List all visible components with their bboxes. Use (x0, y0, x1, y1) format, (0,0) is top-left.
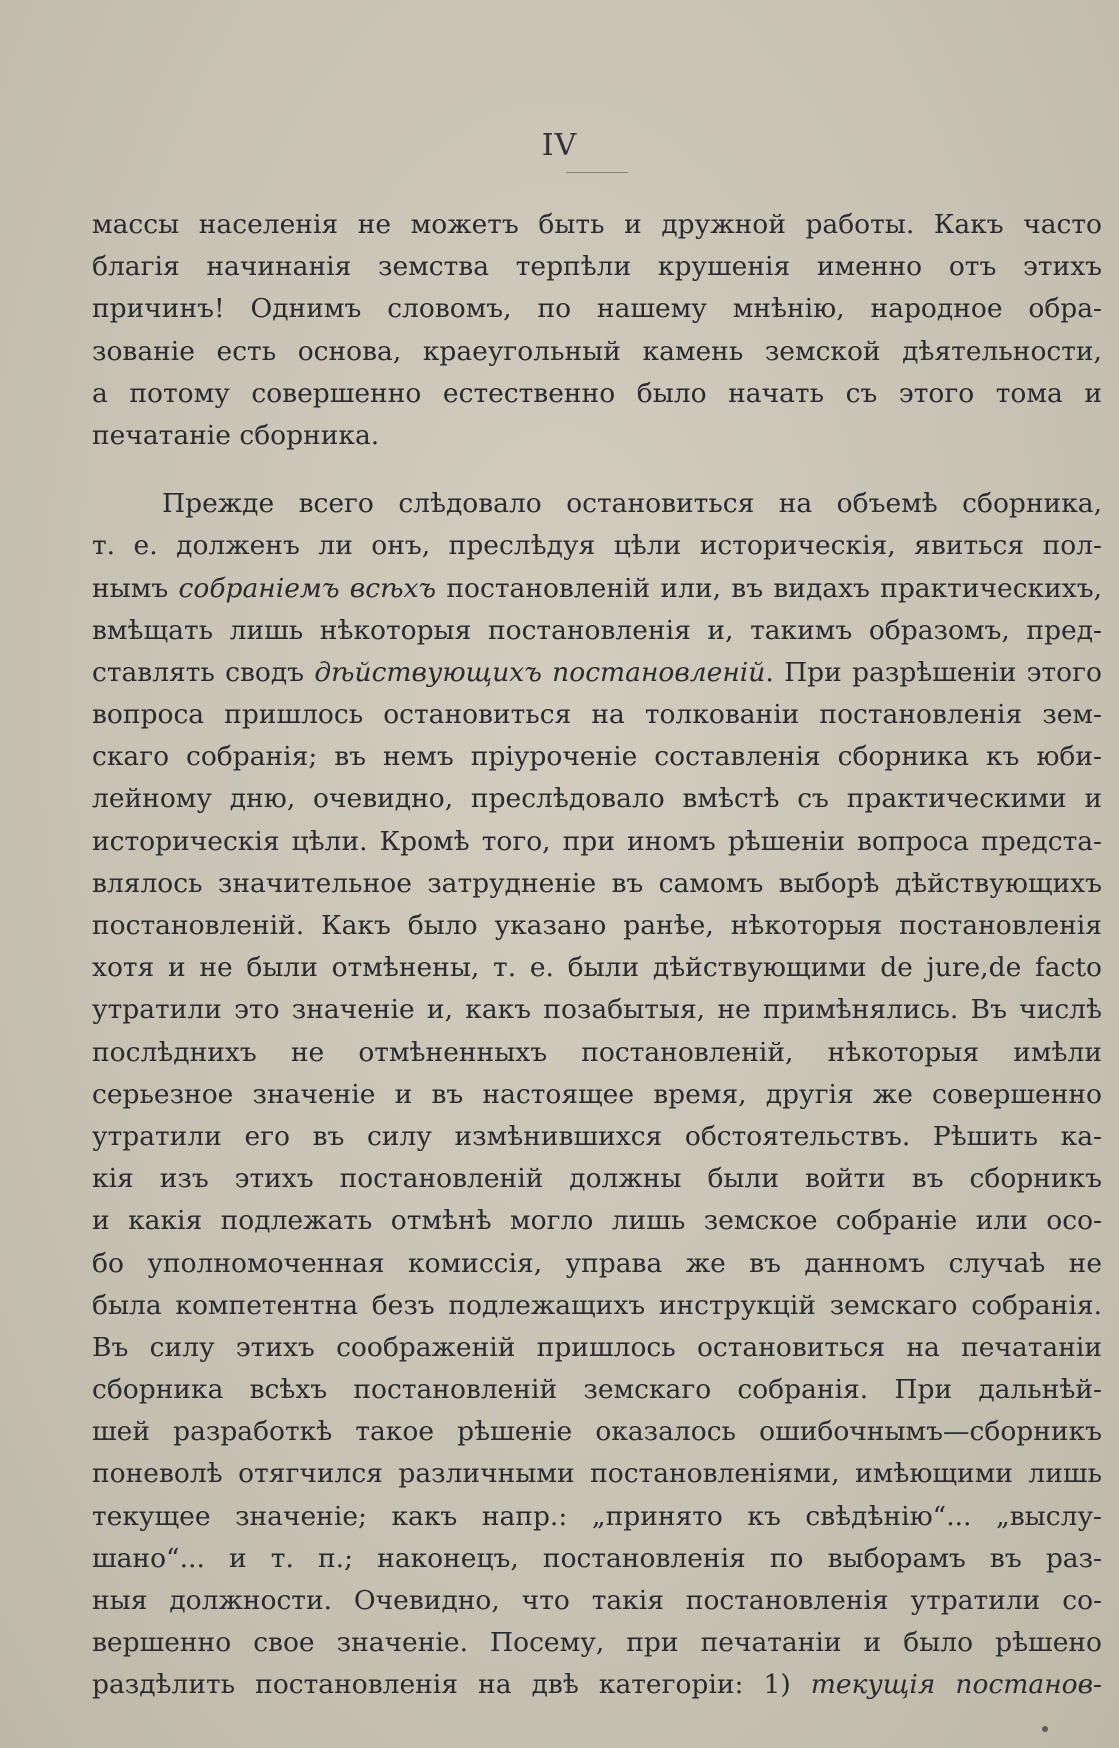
paragraph-gap (92, 457, 1102, 483)
text-segment: нымъ (92, 572, 179, 604)
text-segment: раздѣлить постановленія на двѣ категоріи: 1) (92, 1669, 811, 1701)
text-segment: постановленій или, въ видахъ практическихъ, (436, 572, 1102, 604)
text-line: лейному дню, очевидно, преслѣдовало вмѣстѣ съ практическими и (92, 783, 1102, 815)
text-line: была компетентна безъ подлежащихъ инструкцій земскаго собранія. (92, 1289, 1102, 1321)
paragraph-1 (92, 204, 1102, 457)
text-line: историческія цѣли. Кромѣ того, при иномъ рѣшеніи вопроса предста- (92, 825, 1102, 857)
text-line: шано“... и т. п.; наконецъ, постановленія по выборамъ въ раз- (92, 1542, 1102, 1574)
text-line: массы населенія не можетъ быть и дружной работы. Какъ часто (92, 209, 1102, 240)
text-line (92, 1664, 1102, 1706)
text-line: хотя и не были отмѣнены, т. е. были дѣйствующими de jure,de facto (92, 952, 1102, 984)
text-line: вмѣщать лишь нѣкоторыя постановленія и, такимъ образомъ, пред- (92, 614, 1102, 646)
text-line: печатаніе сборника. (92, 419, 380, 451)
text-line: вопроса пришлось остановиться на толкованіи постановленія зем- (92, 699, 1102, 731)
page-number-ornament (566, 172, 628, 177)
text-line: вершенно свое значеніе. Посему, при печатаніи и было рѣшено (92, 1627, 1102, 1659)
text-line: а потому совершенно естественно было начать съ этого тома и (92, 377, 1102, 409)
text-line: бо уполномоченная комиссія, управа же въ данномъ случаѣ не (92, 1247, 1102, 1279)
emphasis-text: собраніемъ всѣхъ (178, 572, 437, 604)
text-line: влялось значительное затрудненіе въ самомъ выборѣ дѣйствующихъ (92, 867, 1102, 899)
text-line: поневолѣ отягчился различными постановленіями, имѣющими лишь (92, 1458, 1102, 1490)
text-line: Въ силу этихъ соображеній пришлось остановиться на печатаніи (92, 1331, 1102, 1363)
text-line: ныя должности. Очевидно, что такія постановленія утратили со- (92, 1585, 1102, 1616)
text-line: утратили его въ силу измѣнившихся обстоятельствъ. Рѣшить ка- (92, 1120, 1102, 1152)
text-segment: ставлять сводъ (92, 656, 315, 688)
text-line: утратили это значеніе и, какъ позабытыя, не примѣнялись. Въ числѣ (92, 994, 1102, 1026)
text-line: серьезное значеніе и въ настоящее время, другія же совершенно (92, 1078, 1102, 1110)
text-line: послѣднихъ не отмѣненныхъ постановленій, нѣкоторыя имѣли (92, 1036, 1102, 1068)
paragraph-2-body (92, 694, 1102, 1664)
text-line: благія начинанія земства терпѣли крушенія именно отъ этихъ (92, 251, 1102, 283)
text-line: кія изъ этихъ постановленій должны были войти въ сборникъ (92, 1163, 1102, 1195)
emphasis-text: текущія постанов- (810, 1669, 1102, 1701)
text-line (92, 652, 1102, 694)
text-line: шей разработкѣ такое рѣшеніе оказалось ошибочнымъ—сборникъ (92, 1416, 1102, 1448)
text-line: т. е. долженъ ли онъ, преслѣдуя цѣли историческія, явиться пол- (92, 530, 1102, 562)
ink-speck (1042, 1726, 1048, 1732)
body-text (92, 204, 1102, 1707)
emphasis-text: дѣйствующихъ постановленій (314, 656, 766, 688)
text-line: скаго собранія; въ немъ пріуроченіе составленія сборника къ юби- (92, 741, 1102, 773)
text-line: постановленій. Какъ было указано ранѣе, нѣкоторыя постановленія (92, 910, 1102, 941)
text-segment: . При разрѣшеніи этого (765, 656, 1102, 688)
paragraph-2 (92, 483, 1102, 1706)
text-line: Прежде всего слѣдовало остановиться на объемѣ сборника, (162, 488, 1102, 520)
page-number: IV (541, 128, 578, 163)
text-line: сборника всѣхъ постановленій земскаго собранія. При дальнѣй- (92, 1374, 1102, 1406)
text-line: причинъ! Однимъ словомъ, по нашему мнѣнію, народное обра- (92, 293, 1102, 325)
text-line (92, 568, 1102, 610)
text-line: текущее значеніе; какъ напр.: „принято къ свѣдѣнію“... „выслу- (92, 1500, 1102, 1532)
text-line: и какія подлежать отмѣнѣ могло лишь земское собраніе или осо- (92, 1205, 1102, 1237)
text-line: зованіе есть основа, краеугольный камень земской дѣятельности, (92, 335, 1102, 367)
